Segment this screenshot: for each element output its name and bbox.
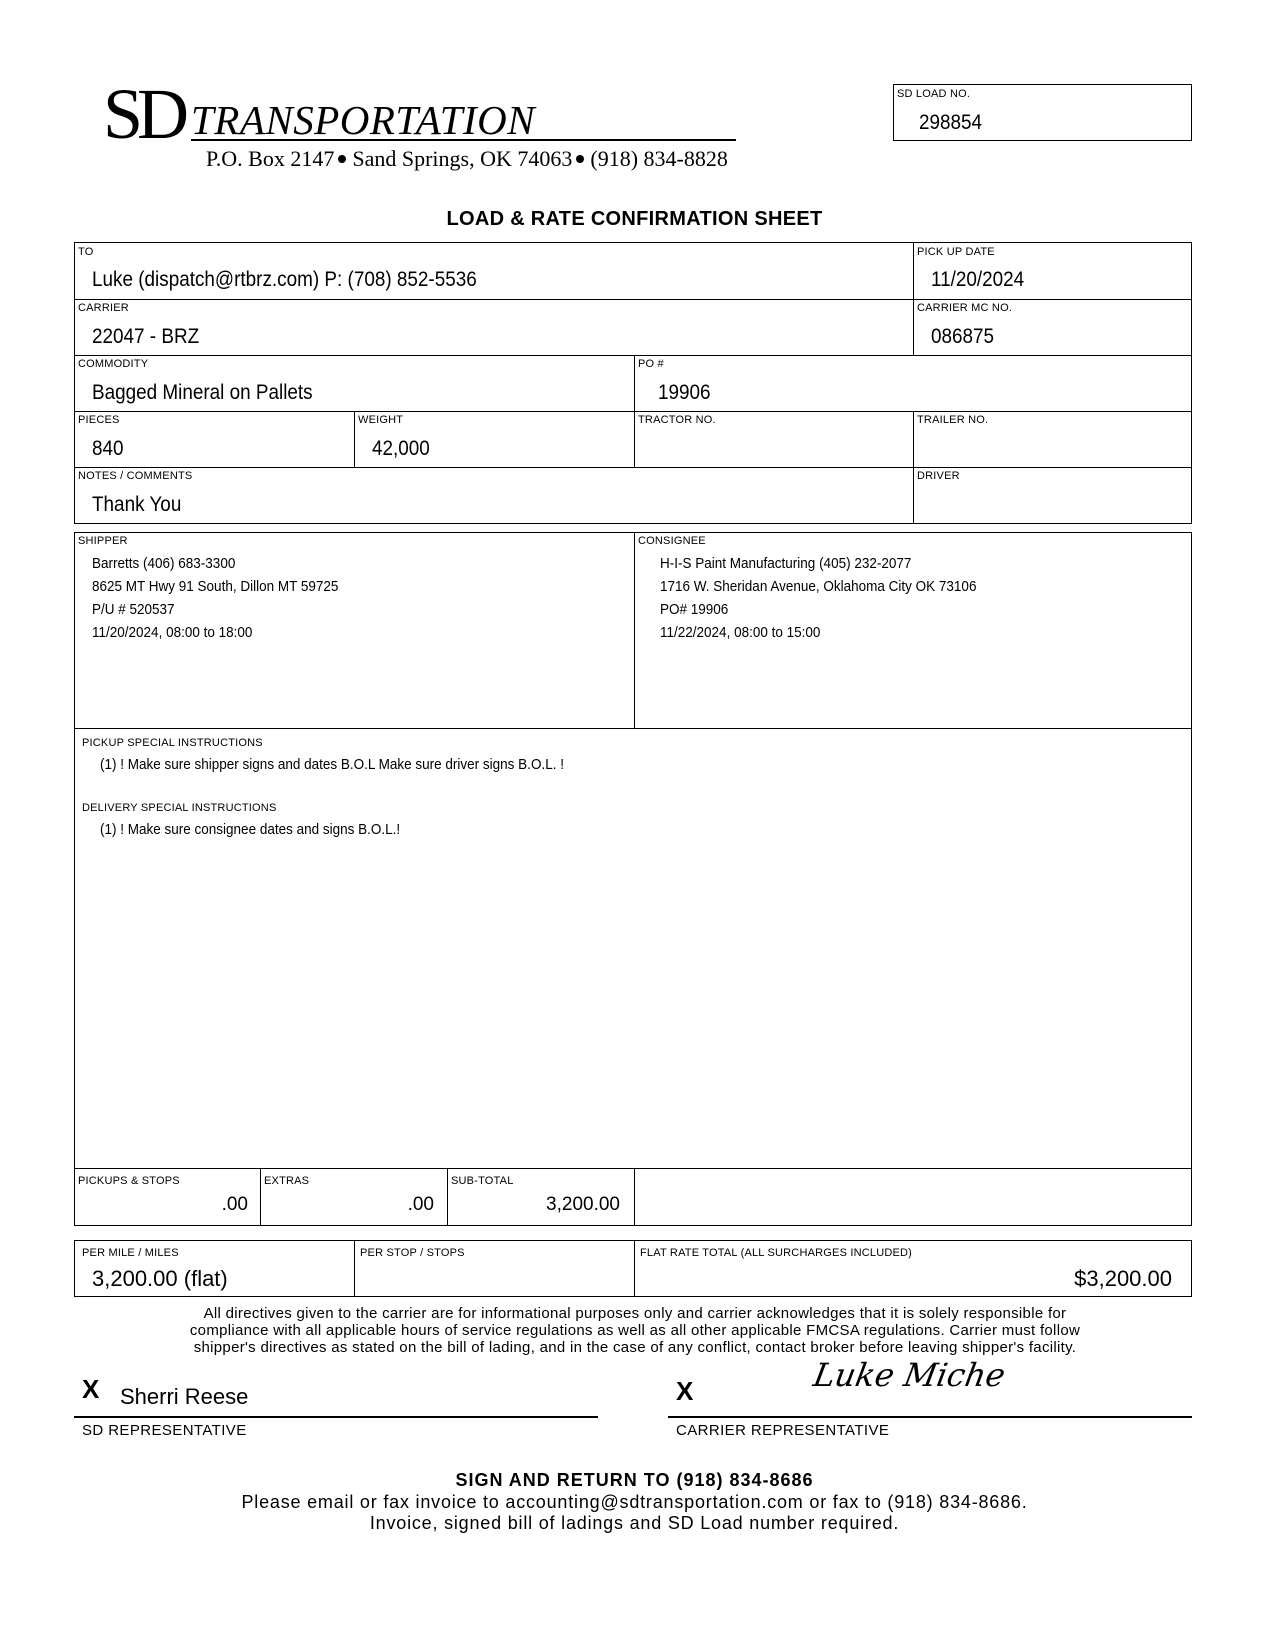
company-phone: (918) 834-8828 (590, 146, 728, 171)
grid-divider (74, 467, 1192, 468)
carrier-label: CARRIER (78, 302, 129, 314)
stops-divider (74, 728, 1192, 729)
pieces-value: 840 (92, 437, 124, 460)
footer-requirements: Invoice, signed bill of ladings and SD Load number required. (369, 1513, 900, 1533)
flat-rate-value: $3,200.00 (1074, 1266, 1172, 1291)
stops-divider (634, 532, 635, 728)
flat-rate-label: FLAT RATE TOTAL (ALL SURCHARGES INCLUDED) (640, 1247, 913, 1259)
notes-label: NOTES / COMMENTS (78, 470, 193, 482)
shipper-label: SHIPPER (78, 535, 128, 547)
company-address (206, 146, 728, 172)
delivery-instructions-text: (1) ! Make sure consignee dates and signs B.O.L.! (100, 821, 401, 838)
po-value: 19906 (658, 381, 711, 404)
grid-divider (74, 355, 1192, 356)
carrier-mc-value: 086875 (931, 325, 995, 348)
company-logo-sd: SD (103, 74, 184, 154)
grid-divider (74, 299, 1192, 300)
pickup-date-label: PICK UP DATE (917, 246, 995, 258)
consignee-window: 11/22/2024, 08:00 to 15:00 (660, 624, 821, 641)
tractor-label: TRACTOR NO. (638, 414, 716, 426)
consignee-label: CONSIGNEE (638, 535, 706, 547)
pickup-instructions-label: PICKUP SPECIAL INSTRUCTIONS (82, 737, 263, 749)
sd-rep-name: Sherri Reese (120, 1384, 249, 1409)
to-label: TO (78, 246, 94, 258)
shipper-name: Barretts (406) 683-3300 (92, 555, 236, 572)
logo-underline (191, 139, 736, 141)
per-stop-label: PER STOP / STOPS (360, 1247, 465, 1259)
footer-sign-return: SIGN AND RETURN TO (918) 834-8686 (455, 1470, 814, 1490)
rates-divider (354, 1240, 355, 1297)
subtotal-value: 3,200.00 (546, 1194, 620, 1215)
pickup-date-value: 11/20/2024 (931, 268, 1025, 291)
shipper-address: 8625 MT Hwy 91 South, Dillon MT 59725 (92, 578, 339, 595)
grid-divider (913, 242, 914, 355)
totals-divider (260, 1168, 261, 1226)
totals-divider (447, 1168, 448, 1226)
consignee-address: 1716 W. Sheridan Avenue, Oklahoma City OK 73106 (660, 578, 977, 595)
disclaimer (130, 1305, 1140, 1356)
totals-divider (634, 1168, 635, 1226)
subtotal-label: SUB-TOTAL (451, 1175, 514, 1187)
extras-value: .00 (407, 1194, 434, 1215)
carrier-rep-label: CARRIER REPRESENTATIVE (676, 1422, 890, 1439)
extras-label: EXTRAS (264, 1175, 310, 1187)
pieces-label: PIECES (78, 414, 120, 426)
pickups-stops-value: .00 (221, 1194, 248, 1215)
consignee-name: H-I-S Paint Manufacturing (405) 232-2077 (660, 555, 912, 572)
shipper-pickup-number: P/U # 520537 (92, 601, 175, 618)
notes-value: Thank You (92, 493, 182, 516)
shipper-window: 11/20/2024, 08:00 to 18:00 (92, 624, 253, 641)
page-title: LOAD & RATE CONFIRMATION SHEET (446, 208, 823, 230)
load-number-label: SD LOAD NO. (897, 88, 971, 100)
trailer-label: TRAILER NO. (917, 414, 989, 426)
carrier-rep-signature: Luke Miche (810, 1356, 1009, 1394)
bullet-icon (338, 155, 346, 163)
grid-divider (354, 411, 355, 467)
grid-divider (913, 411, 914, 524)
load-number-box (893, 84, 1192, 141)
per-mile-value: 3,200.00 (flat) (92, 1266, 228, 1291)
sd-rep-label: SD REPRESENTATIVE (82, 1422, 247, 1439)
carrier-value: 22047 - BRZ (92, 325, 200, 348)
bullet-icon (576, 155, 584, 163)
po-label: PO # (638, 358, 664, 370)
weight-value: 42,000 (372, 437, 430, 460)
pickups-stops-label: PICKUPS & STOPS (78, 1175, 180, 1187)
rates-divider (634, 1240, 635, 1297)
carrier-rep-x-mark: X (676, 1376, 694, 1406)
delivery-instructions-label: DELIVERY SPECIAL INSTRUCTIONS (82, 802, 277, 814)
driver-label: DRIVER (917, 470, 960, 482)
commodity-label: COMMODITY (78, 358, 149, 370)
sd-rep-signature-line (74, 1416, 598, 1418)
grid-divider (634, 355, 635, 467)
pickup-instructions-text: (1) ! Make sure shipper signs and dates B.O.L Make sure driver signs B.O.L. ! (100, 756, 564, 773)
footer-invoice-instructions: Please email or fax invoice to accounting@sdtransportation.com or fax to (918) 834-8686. (241, 1492, 1028, 1512)
commodity-value: Bagged Mineral on Pallets (92, 381, 313, 404)
company-logo-name: TRANSPORTATION (191, 97, 536, 143)
disclaimer-line: compliance with all applicable hours of service regulations as well as all other applicable FMCSA regulations. Carrier must follow (189, 1322, 1081, 1339)
consignee-po: PO# 19906 (660, 601, 729, 618)
carrier-rep-signature-line (668, 1416, 1192, 1418)
disclaimer-line: shipper's directives as stated on the bill of lading, and in the case of any conflict, contact broker before leaving shipper's facility. (193, 1339, 1077, 1356)
sd-rep-x-mark: X (82, 1374, 100, 1404)
weight-label: WEIGHT (358, 414, 404, 426)
company-po-box: P.O. Box 2147 (206, 146, 335, 171)
per-mile-label: PER MILE / MILES (82, 1247, 179, 1259)
company-city: Sand Springs, OK 74063 (352, 146, 573, 171)
grid-divider (74, 411, 1192, 412)
to-value: Luke (dispatch@rtbrz.com) P: (708) 852-5536 (92, 268, 477, 291)
carrier-mc-label: CARRIER MC NO. (917, 302, 1013, 314)
disclaimer-line: All directives given to the carrier are for informational purposes only and carrier acknowledges that it is solely responsible for (203, 1305, 1067, 1322)
load-number-value: 298854 (919, 111, 983, 134)
